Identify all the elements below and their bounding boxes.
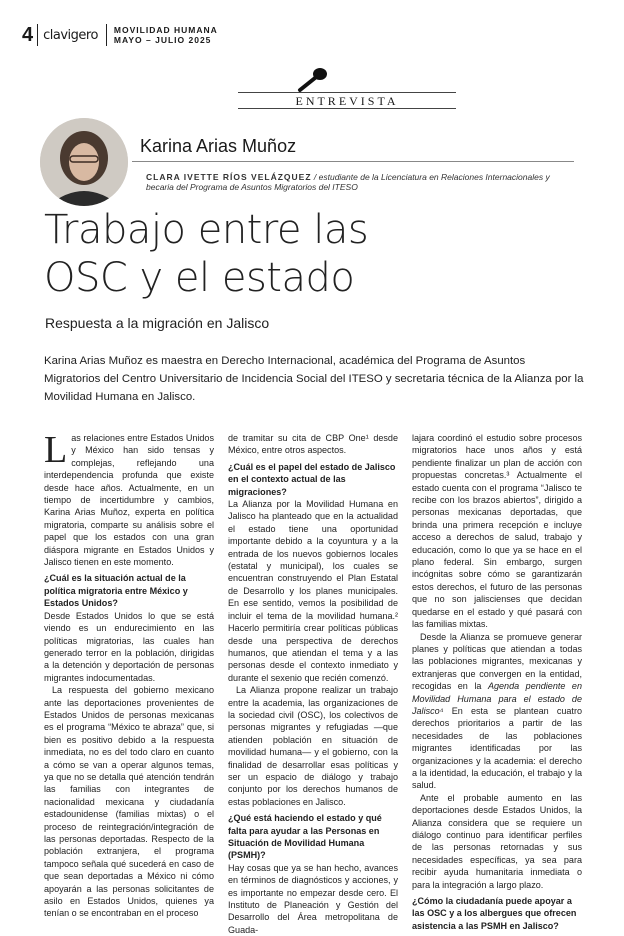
section-rule	[238, 92, 456, 93]
paragraph-text: Desde la Alianza se promueve generar planes y políticas que atiendan a todas las poblaciones migrantes, mexicanas y extranjeras que convergen en la entidad, recogidas en la	[412, 631, 582, 692]
paragraph: lajara coordinó el estudio sobre procesos migratorios hace unos años y está pendiente finalizar un plan de acción con propuestas concretas.³ Actualmente el estado cuenta con el programa “Jalisco te recibe con los brazos abiertos”, dirigido a personas mexicanas deportadas, que brinda una primera recepción e incluye acceso a derechos de salud, trabajo y educación, como lo que ya se hace en el plano federal. Sin embargo, surgen incógnitas sobre cómo se garantizarán estos derechos, el futuro de las personas que no son jaliscienses que decidan quedarse en el estado y qué pasará con las familias mixtas.	[412, 433, 582, 630]
drop-cap: L	[44, 429, 68, 471]
section-label	[238, 94, 456, 109]
portrait-image	[40, 118, 128, 206]
question-heading: ¿Qué está haciendo el estado y qué falta para ayudar a las Personas en Situación de Movilidad Humana (PSMH)?	[228, 813, 382, 861]
author-credit	[146, 172, 566, 192]
paragraph: La Alianza por la Movilidad Humana en Jalisco ha planteado que en la actualidad el estado tiene una oportunidad importante debido a la coyuntura y a la entrada de los nuevos gobiernos locales (estatal y municipal), los cuales se encuentran construyendo el Plan Estatal de Desarrollo y los planes municipales. En ese sentido, vemos la posibilidad de incluir el tema de la movilidad humana.² Hacerlo permitiría crear políticas públicas desde una perspectiva de derechos humanos, que atiendan el tema y a las personas desde el contexto inmediato y durante el sexenio que recién comenzó.	[228, 499, 398, 683]
article-subtitle: Respuesta a la migración en Jalisco	[45, 315, 270, 331]
article-title	[44, 206, 368, 302]
question-heading: ¿Cuál es la situación actual de la política migratoria entre México y Estados Unidos?	[44, 573, 188, 609]
header-divider	[106, 24, 107, 46]
author-name: CLARA IVETTE RÍOS VELÁZQUEZ	[146, 172, 312, 182]
section-text: ENTREVISTA	[295, 94, 399, 108]
issue-topic: MOVILIDAD HUMANA	[113, 25, 218, 35]
paragraph: Ante el probable aumento en las deportaciones desde Estados Unidos, la Alianza considera que se requiere un diálogo continuo para identificar perfiles de las personas retornadas y sus necesidades específicas, ya sea para recibir ayuda humanitaria inmediata o para la integración a largo plazo.	[412, 792, 582, 890]
publication-title: Agenda pendiente en Movilidad Humana para el estado de Jalisco	[412, 681, 582, 716]
paragraph-text: as relaciones entre Estados Unidos y México han sido tensas y complejas, reflejando una interdependencia profunda que existe desde hace años. Actualmente, en un tiempo de incertidumbre y cambios, Karina Arias Muñoz, experta en política migratoria, comparte su análisis sobre el papel que los estados con una gran diáspora migrante en Estados Unidos y Jalisco tienen en este momento.	[44, 433, 214, 568]
interviewee-photo	[40, 118, 128, 206]
paragraph	[44, 429, 214, 568]
interviewee-name: Karina Arias Muñoz	[140, 136, 297, 156]
section-rule	[238, 108, 456, 109]
paragraph: La Alianza propone realizar un trabajo entre la academia, las organizaciones de la sociedad civil (OSC), los colectivos de personas migrantes y refugiadas —que atienden población en situación de movilidad humana— y el gobierno, con la finalidad de desarrollar esas políticas y ser un espacio de diálogo y trabajo conjunto por los derechos humanos de estas poblaciones en Jalisco.	[228, 685, 398, 807]
question-heading: ¿Cómo la ciudadanía puede apoyar a las OSC y a los albergues que ofrecen asistencia a las PSMH en Jalisco?	[412, 896, 577, 931]
paragraph: La respuesta del gobierno mexicano ante las deportaciones provenientes de Estados Unidos de personas mexicanas es el programa “México te abraza” que, si bien es positivo debido a la respuesta inmediata, no es del todo claro en cuanto a cómo se van a operar algunos temas, ya que no se detalla qué atención tendrán las familias con integrantes de nacionalidad mexicana y ciudadanía estadounidense (familias mixtas) o el proceso de reintegración/integración de las personas deportadas. Respecto de la población extranjera, el programa tampoco señala qué sucederá en caso de que sean deportadas a México ni cómo apoyarán a las personas solicitantes de asilo en Estados Unidos, quienes ya tenían o se encontraban en el proceso	[44, 685, 214, 919]
title-line: Trabajo entre las	[44, 207, 369, 253]
author-separator: /	[311, 172, 319, 182]
paragraph: Hay cosas que ya se han hecho, avances en términos de diagnósticos y acciones, y es importante no empezar desde cero. El Instituto de Planeación y Gestión del Desarrollo del Área metropolitana de Guada-	[228, 862, 398, 935]
paragraph: de tramitar su cita de CBP One¹ desde México, entre otros aspectos.	[228, 433, 398, 456]
paragraph-text: ⁴ En esta se plantean cuatro derechos prioritarios a partir de las necesidades de las poblaciones migrantes identificadas por las organizaciones y la academia: el derecho a la identidad, la educación, el trabajo y la salud.	[412, 705, 582, 791]
text-column-2	[228, 432, 398, 936]
header-divider	[37, 24, 38, 46]
brand-logo: clavigero	[43, 27, 98, 43]
paragraph	[412, 631, 582, 792]
name-rule	[132, 161, 574, 162]
text-column-1	[44, 429, 214, 920]
page-header	[22, 20, 218, 50]
microphone-icon	[296, 66, 330, 92]
question-heading: ¿Cuál es el papel del estado de Jalisco en el contexto actual de las migraciones?	[228, 461, 396, 497]
issue-date: MAYO – JULIO 2025	[113, 35, 212, 45]
text-column-3	[412, 432, 582, 932]
page-number: 4	[22, 24, 34, 46]
title-line: OSC y el estado	[44, 255, 355, 301]
paragraph: Desde Estados Unidos lo que se está viendo es un endurecimiento en las políticas migratorias, las cuales han generado terror en la población, dirigidas a la detención y deportación de personas migrantes indocumentadas.	[44, 610, 214, 683]
article-lede: Karina Arias Muñoz es maestra en Derecho Internacional, académica del Programa de Asuntos Migratorios del Centro Universitario de Incidencia Social del ITESO y secretaria técnica de la Alianza por la Movilidad Humana en Jalisco.	[44, 355, 584, 403]
issue-info	[114, 25, 218, 45]
author-bio: estudiante de la Licenciatura en Relaciones Internacionales y becaria del Programa de Asuntos Migratorios del ITESO	[146, 172, 550, 192]
